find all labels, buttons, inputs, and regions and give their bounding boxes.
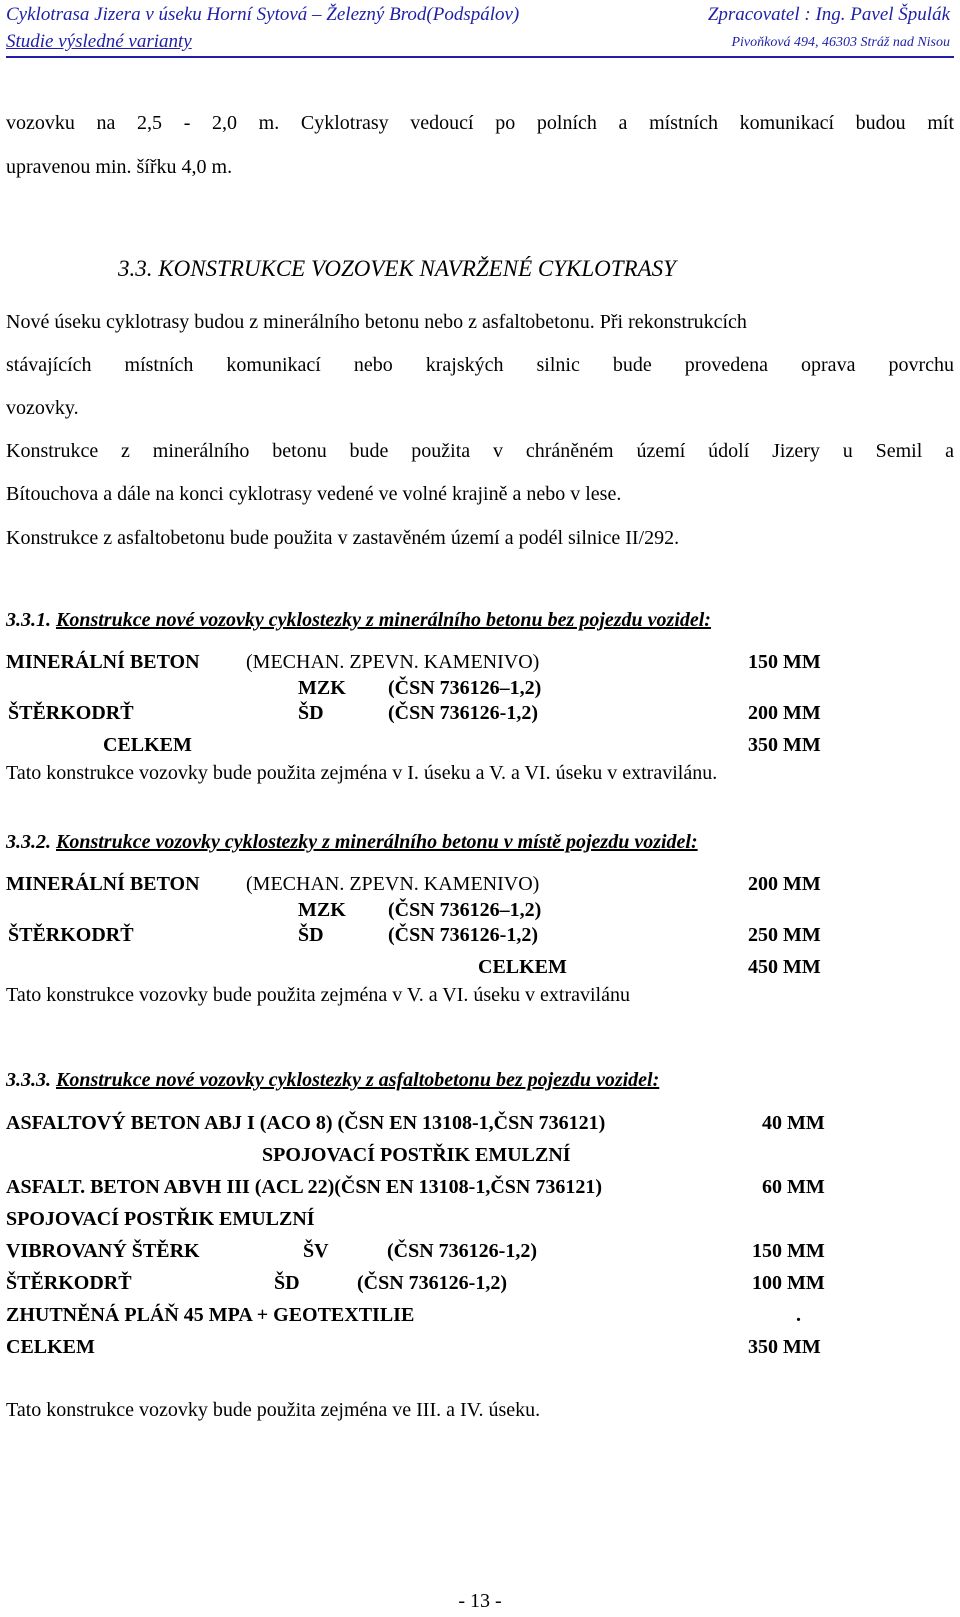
s3-row-5-norm: (ČSN 736126-1,2) <box>387 1240 537 1262</box>
subsection-3-number: 3.3.3. <box>6 1069 51 1091</box>
s1-row-3-norm: (ČSN 736126-1,2) <box>388 702 538 724</box>
s3-row-6-thickness: 100 MM <box>752 1272 825 1294</box>
paragraph-2-line-1: Konstrukce z minerálního betonu bude použita v chráněném území údolí Jizery u Semil a <box>6 440 954 462</box>
subsection-2-title: Konstrukce vozovky cyklostezky z minerálního betonu v místě pojezdu vozidel: <box>56 831 698 853</box>
s2-row-2-norm: (ČSN 736126–1,2) <box>388 899 542 921</box>
s2-row-2-abbr: MZK <box>298 899 346 921</box>
s3-total-label: CELKEM <box>6 1336 95 1358</box>
subsection-3-title: Konstrukce nové vozovky cyklostezky z asfaltobetonu bez pojezdu vozidel: <box>56 1069 660 1091</box>
s1-row-2-abbr: MZK <box>298 677 346 699</box>
s1-note: Tato konstrukce vozovky bude použita zejména v I. úseku a V. a VI. úseku v extravilánu. <box>6 762 718 784</box>
s3-note: Tato konstrukce vozovky bude použita zejména ve III. a IV. úseku. <box>6 1399 541 1421</box>
section-title: 3.3. KONSTRUKCE VOZOVEK NAVRŽENÉ CYKLOTRASY <box>118 256 676 281</box>
paragraph-1-line-2: stávajících místních komunikací nebo krajských silnic bude provedena oprava povrchu <box>6 354 954 376</box>
s1-row-2-norm: (ČSN 736126–1,2) <box>388 677 542 699</box>
paragraph-1-line-3: vozovky. <box>6 397 79 419</box>
s3-row-1-thickness: 40 MM <box>762 1112 825 1134</box>
s3-row-1-material: ASFALTOVÝ BETON ABJ I (ACO 8) (ČSN EN 13108-1,ČSN 736121) <box>6 1112 606 1134</box>
subsection-2-heading <box>6 831 698 854</box>
s2-total-label: CELKEM <box>478 956 567 978</box>
intro-line-2: upravenou min. šířku 4,0 m. <box>6 156 233 178</box>
intro-line-1: vozovku na 2,5 - 2,0 m. Cyklotrasy vedoucí po polních a místních komunikací budou mít <box>6 112 954 134</box>
s3-row-6-norm: (ČSN 736126-1,2) <box>357 1272 507 1294</box>
header-rule <box>6 56 954 58</box>
s2-row-1-spec: (MECHAN. ZPEVN. KAMENIVO) <box>246 873 540 895</box>
subsection-1-title: Konstrukce nové vozovky cyklostezky z minerálního betonu bez pojezdu vozidel: <box>56 609 711 631</box>
s2-note: Tato konstrukce vozovky bude použita zejména v V. a VI. úseku v extravilánu <box>6 984 630 1006</box>
s2-row-1-material: MINERÁLNÍ BETON <box>6 873 200 895</box>
s3-row-7-thickness: . <box>796 1304 801 1326</box>
paragraph-3: Konstrukce z asfaltobetonu bude použita v zastavěném území a podél silnice II/292. <box>6 527 680 549</box>
s1-row-3-abbr: ŠD <box>298 702 324 724</box>
s3-row-6-abbr: ŠD <box>274 1272 300 1294</box>
s2-row-3-thickness: 250 MM <box>748 924 821 946</box>
s2-total-value: 450 MM <box>748 956 821 978</box>
header-author: Zpracovatel : Ing. Pavel Špulák <box>707 4 950 25</box>
s3-row-5-material: VIBROVANÝ ŠTĚRK <box>6 1240 200 1262</box>
s1-row-1-thickness: 150 MM <box>748 651 821 673</box>
s1-row-1-material: MINERÁLNÍ BETON <box>6 651 200 673</box>
s3-row-3-material: ASFALT. BETON ABVH III (ACL 22)(ČSN EN 13108-1,ČSN 736121) <box>6 1176 603 1198</box>
s1-row-3-thickness: 200 MM <box>748 702 821 724</box>
s2-row-3-norm: (ČSN 736126-1,2) <box>388 924 538 946</box>
s2-row-1-thickness: 200 MM <box>748 873 821 895</box>
s3-row-4-layer: SPOJOVACÍ POSTŘIK EMULZNÍ <box>6 1208 315 1230</box>
s3-row-5-thickness: 150 MM <box>752 1240 825 1262</box>
s3-row-2-layer: SPOJOVACÍ POSTŘIK EMULZNÍ <box>262 1144 571 1166</box>
s2-row-3-material: ŠTĚRKODRŤ <box>8 924 134 946</box>
s1-row-1-spec: (MECHAN. ZPEVN. KAMENIVO) <box>246 651 540 673</box>
subsection-2-number: 3.3.2. <box>6 831 51 853</box>
subsection-3-heading <box>6 1069 659 1092</box>
subsection-1-heading <box>6 609 711 632</box>
s3-row-7-material: ZHUTNĚNÁ PLÁŇ 45 MPA + GEOTEXTILIE <box>6 1304 415 1326</box>
paragraph-1-line-1: Nové úseku cyklotrasy budou z minerálního betonu nebo z asfaltobetonu. Při rekonstrukcích <box>6 311 747 333</box>
header-subtitle: Studie výsledné varianty <box>6 31 192 52</box>
s1-row-3-material: ŠTĚRKODRŤ <box>8 702 134 724</box>
page-number: - 13 - <box>458 1590 502 1612</box>
s3-total-value: 350 MM <box>748 1336 821 1358</box>
s1-total-label: CELKEM <box>103 734 192 756</box>
subsection-1-number: 3.3.1. <box>6 609 51 631</box>
paragraph-2-line-2: Bítouchova a dále na konci cyklotrasy vedené ve volné krajině a nebo v lese. <box>6 483 622 505</box>
s1-total-value: 350 MM <box>748 734 821 756</box>
s3-row-3-thickness: 60 MM <box>762 1176 825 1198</box>
s3-row-6-material: ŠTĚRKODRŤ <box>6 1272 132 1294</box>
header-address: Pivoňková 494, 46303 Stráž nad Nisou <box>731 35 950 50</box>
s2-row-3-abbr: ŠD <box>298 924 324 946</box>
header-title: Cyklotrasa Jizera v úseku Horní Sytová – Železný Brod(Podspálov) <box>6 4 520 25</box>
s3-row-5-abbr: ŠV <box>303 1240 329 1262</box>
